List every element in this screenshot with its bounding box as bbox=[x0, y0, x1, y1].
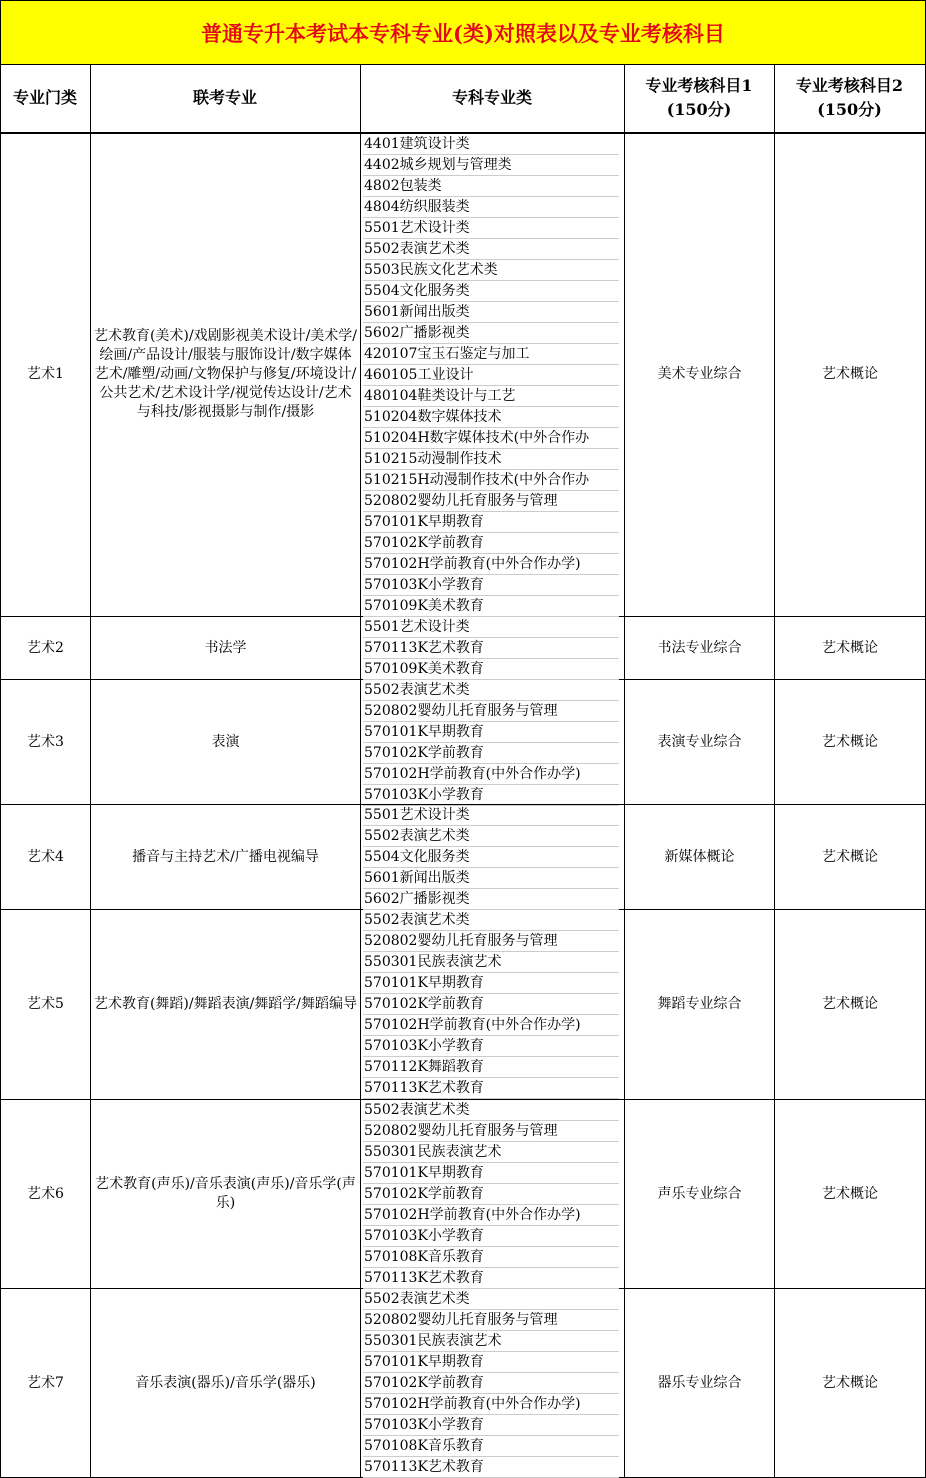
header-subject2-line2: (150分) bbox=[817, 100, 882, 119]
category-cell: 艺术1 bbox=[27, 366, 64, 382]
college-major-item: 5601新闻出版类 bbox=[363, 302, 619, 323]
college-major-item: 5502表演艺术类 bbox=[363, 1100, 619, 1121]
subject1-cell: 舞蹈专业综合 bbox=[657, 996, 742, 1012]
college-major-item: 520802婴幼儿托育服务与管理 bbox=[363, 1121, 619, 1142]
college-major-item: 550301民族表演艺术 bbox=[363, 1331, 619, 1352]
category-cell: 艺术7 bbox=[27, 1374, 64, 1391]
college-major-item: 510204H数字媒体技术(中外合作办 bbox=[363, 428, 619, 449]
college-major-item: 4401建筑设计类 bbox=[363, 134, 619, 155]
category-cell: 艺术5 bbox=[27, 996, 64, 1012]
joint-major-cell: 艺术教育(声乐)/音乐表演(声乐)/音乐学(声乐) bbox=[95, 1176, 356, 1211]
college-major-item: 5502表演艺术类 bbox=[363, 1289, 619, 1310]
college-major-item: 510204数字媒体技术 bbox=[363, 407, 619, 428]
college-major-item: 570108K音乐教育 bbox=[363, 1436, 619, 1457]
college-major-item: 570102K学前教育 bbox=[363, 1184, 619, 1205]
college-major-item: 4804纺织服装类 bbox=[363, 197, 619, 218]
college-major-item: 420107宝玉石鉴定与加工 bbox=[363, 344, 619, 365]
subject2-cell: 艺术概论 bbox=[822, 996, 878, 1012]
category-cell: 艺术2 bbox=[27, 639, 64, 656]
college-major-item: 460105工业设计 bbox=[363, 365, 619, 386]
column-divider bbox=[360, 64, 361, 1478]
college-major-item: 5501艺术设计类 bbox=[363, 218, 619, 239]
college-major-item: 5601新闻出版类 bbox=[363, 868, 619, 889]
college-major-item: 5502表演艺术类 bbox=[363, 910, 619, 931]
subject2-cell: 艺术概论 bbox=[822, 366, 878, 382]
subject1-cell: 表演专业综合 bbox=[657, 733, 742, 750]
college-major-item: 570102K学前教育 bbox=[363, 994, 619, 1015]
header-subject2-line1: 专业考核科目2 bbox=[795, 76, 904, 95]
subject1-cell: 器乐专业综合 bbox=[657, 1374, 742, 1391]
college-major-item: 570108K音乐教育 bbox=[363, 1247, 619, 1268]
college-major-item: 510215H动漫制作技术(中外合作办 bbox=[363, 470, 619, 491]
college-major-item: 570113K艺术教育 bbox=[363, 1078, 619, 1099]
college-major-item: 5501艺术设计类 bbox=[363, 617, 619, 638]
major-table bbox=[0, 64, 926, 1478]
column-divider bbox=[90, 64, 91, 1478]
subject2-cell: 艺术概论 bbox=[822, 848, 878, 865]
joint-major-cell: 艺术教育(美术)/戏剧影视美术设计/美术学/绘画/产品设计/服装与服饰设计/数字媒体艺术/雕塑/动画/文物保护与修复/环境设计/公共艺术/艺术设计学/视觉传达设计/艺术与科技/影视摄影与制作/摄影 bbox=[93, 328, 358, 420]
subject2-cell: 艺术概论 bbox=[822, 1374, 878, 1391]
college-major-item: 570102K学前教育 bbox=[363, 743, 619, 764]
college-major-item: 570109K美术教育 bbox=[363, 659, 619, 680]
header-subject2 bbox=[775, 65, 924, 131]
college-major-item: 5602广播影视类 bbox=[363, 889, 619, 910]
college-major-item: 570103K小学教育 bbox=[363, 785, 619, 806]
joint-major-cell: 音乐表演(器乐)/音乐学(器乐) bbox=[135, 1374, 316, 1391]
joint-major-cell: 艺术教育(舞蹈)/舞蹈表演/舞蹈学/舞蹈编导 bbox=[93, 996, 358, 1012]
college-major-item: 4802包装类 bbox=[363, 176, 619, 197]
header-category: 专业门类 bbox=[12, 88, 77, 107]
college-major-item: 5503民族文化艺术类 bbox=[363, 260, 619, 281]
college-major-item: 570113K艺术教育 bbox=[363, 638, 619, 659]
category-cell: 艺术6 bbox=[27, 1185, 64, 1202]
header-subject1-line2: (150分) bbox=[666, 100, 732, 119]
college-major-item: 570109K美术教育 bbox=[363, 596, 619, 617]
joint-major-cell: 播音与主持艺术/广播电视编导 bbox=[132, 848, 319, 865]
college-major-item: 520802婴幼儿托育服务与管理 bbox=[363, 491, 619, 512]
college-major-item: 570113K艺术教育 bbox=[363, 1268, 619, 1289]
subject1-cell: 新媒体概论 bbox=[664, 848, 735, 865]
college-major-item: 480104鞋类设计与工艺 bbox=[363, 386, 619, 407]
college-major-item: 5504文化服务类 bbox=[363, 281, 619, 302]
college-major-item: 5502表演艺术类 bbox=[363, 239, 619, 260]
subject2-cell: 艺术概论 bbox=[822, 639, 878, 656]
college-major-item: 570102H学前教育(中外合作办学) bbox=[363, 1205, 619, 1226]
college-major-item: 570101K早期教育 bbox=[363, 722, 619, 743]
college-major-item: 570102K学前教育 bbox=[363, 1373, 619, 1394]
college-major-item: 570102H学前教育(中外合作办学) bbox=[363, 1394, 619, 1415]
college-major-item: 570112K舞蹈教育 bbox=[363, 1057, 619, 1078]
subject1-cell: 美术专业综合 bbox=[657, 366, 742, 382]
page-title: 普通专升本考试本专科专业(类)对照表以及专业考核科目 bbox=[0, 0, 926, 65]
header-subject1-line1: 专业考核科目1 bbox=[645, 76, 753, 95]
college-major-item: 5602广播影视类 bbox=[363, 323, 619, 344]
college-major-item: 550301民族表演艺术 bbox=[363, 952, 619, 973]
college-major-item: 570101K早期教育 bbox=[363, 1352, 619, 1373]
college-major-item: 570102H学前教育(中外合作办学) bbox=[363, 554, 619, 575]
college-major-item: 550301民族表演艺术 bbox=[363, 1142, 619, 1163]
category-cell: 艺术4 bbox=[27, 848, 64, 865]
college-major-item: 570102K学前教育 bbox=[363, 533, 619, 554]
college-major-item: 570102H学前教育(中外合作办学) bbox=[363, 1015, 619, 1036]
college-major-item: 5504文化服务类 bbox=[363, 847, 619, 868]
joint-major-cell: 书法学 bbox=[204, 639, 247, 656]
college-major-item: 570103K小学教育 bbox=[363, 1036, 619, 1057]
college-major-item: 520802婴幼儿托育服务与管理 bbox=[363, 1310, 619, 1331]
college-major-item: 5502表演艺术类 bbox=[363, 680, 619, 701]
subject2-cell: 艺术概论 bbox=[822, 733, 878, 750]
college-major-item: 570101K早期教育 bbox=[363, 1163, 619, 1184]
category-cell: 艺术3 bbox=[27, 733, 64, 750]
row-divider bbox=[0, 64, 926, 65]
college-major-item: 570103K小学教育 bbox=[363, 1226, 619, 1247]
college-major-item: 570102H学前教育(中外合作办学) bbox=[363, 764, 619, 785]
subject2-cell: 艺术概论 bbox=[822, 1185, 878, 1202]
college-major-item: 510215动漫制作技术 bbox=[363, 449, 619, 470]
header-subject1 bbox=[625, 65, 773, 131]
subject1-cell: 书法专业综合 bbox=[657, 639, 742, 656]
college-major-item: 570101K早期教育 bbox=[363, 973, 619, 994]
college-major-item: 5501艺术设计类 bbox=[363, 805, 619, 826]
header-college-major: 专科专业类 bbox=[451, 88, 532, 107]
college-major-item: 520802婴幼儿托育服务与管理 bbox=[363, 931, 619, 952]
college-major-item: 570103K小学教育 bbox=[363, 1415, 619, 1436]
college-major-item: 5502表演艺术类 bbox=[363, 826, 619, 847]
college-major-item: 570101K早期教育 bbox=[363, 512, 619, 533]
college-major-item: 570113K艺术教育 bbox=[363, 1457, 619, 1478]
header-joint-major: 联考专业 bbox=[192, 88, 257, 107]
college-major-item: 4402城乡规划与管理类 bbox=[363, 155, 619, 176]
subject1-cell: 声乐专业综合 bbox=[657, 1185, 742, 1202]
college-major-item: 570103K小学教育 bbox=[363, 575, 619, 596]
joint-major-cell: 表演 bbox=[211, 733, 240, 750]
college-major-item: 520802婴幼儿托育服务与管理 bbox=[363, 701, 619, 722]
